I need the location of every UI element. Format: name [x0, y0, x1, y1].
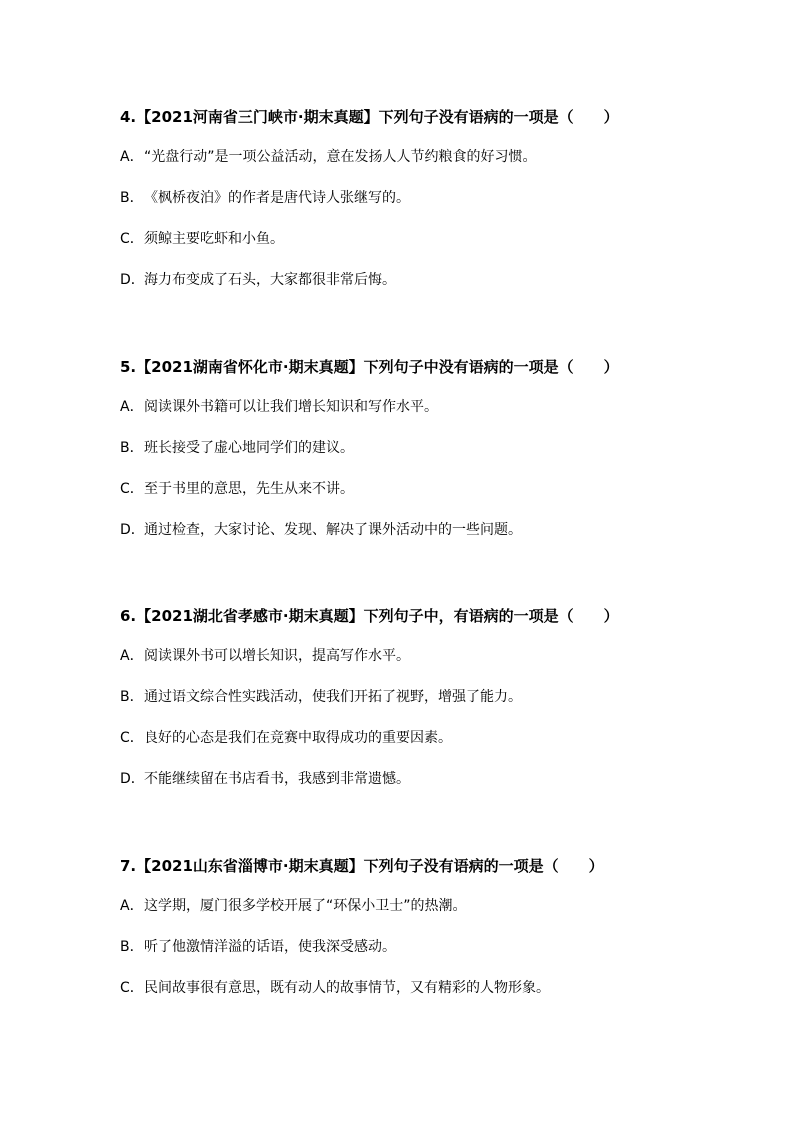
option-text: “光盘行动”是一项公益活动，意在发扬人人节约粮食的好习惯。 — [144, 149, 537, 165]
option-text: 不能继续留在书店看书，我感到非常遗憾。 — [144, 771, 410, 787]
option-letter: A． — [120, 399, 144, 415]
answer-parentheses: （ ） — [543, 857, 604, 875]
option-letter: D． — [120, 771, 145, 787]
question-title-text: 6.【2021湖北省孝感市·期末真题】下列句子中，有语病的一项是 — [120, 607, 559, 625]
option-letter: B． — [120, 689, 144, 705]
option-text: 至于书里的意思，先生从来不讲。 — [144, 481, 354, 497]
option-letter: C． — [120, 730, 144, 746]
question-5 — [120, 357, 740, 540]
answer-parentheses: （ ） — [558, 607, 619, 625]
question-4 — [120, 107, 740, 290]
option-a — [120, 896, 740, 916]
option-text: 良好的心态是我们在竞赛中取得成功的重要因素。 — [144, 730, 452, 746]
question-title — [120, 606, 740, 626]
option-text: 民间故事很有意思，既有动人的故事情节，又有精彩的人物形象。 — [144, 980, 550, 996]
answer-parentheses: （ ） — [558, 108, 619, 126]
option-text: 《枫桥夜泊》的作者是唐代诗人张继写的。 — [144, 190, 410, 206]
question-title-text: 5.【2021湖南省怀化市·期末真题】下列句子中没有语病的一项是 — [120, 358, 559, 376]
option-letter: A． — [120, 648, 144, 664]
option-letter: B． — [120, 440, 144, 456]
option-letter: D． — [120, 272, 145, 288]
option-text: 阅读课外书籍可以让我们增长知识和写作水平。 — [144, 399, 438, 415]
option-letter: D． — [120, 522, 145, 538]
option-text: 海力布变成了石头，大家都很非常后悔。 — [144, 272, 396, 288]
option-d — [120, 769, 740, 789]
option-b — [120, 937, 740, 957]
option-b — [120, 438, 740, 458]
option-letter: C． — [120, 231, 144, 247]
question-title — [120, 856, 740, 876]
option-letter: C． — [120, 481, 144, 497]
option-c — [120, 479, 740, 499]
question-7 — [120, 856, 740, 998]
option-text: 须鲸主要吃虾和小鱼。 — [144, 231, 284, 247]
option-text: 阅读课外书可以增长知识，提高写作水平。 — [144, 648, 410, 664]
question-title — [120, 107, 740, 127]
option-c — [120, 978, 740, 998]
option-letter: A． — [120, 898, 144, 914]
option-c — [120, 728, 740, 748]
option-text: 听了他激情洋溢的话语，使我深受感动。 — [144, 939, 396, 955]
option-b — [120, 188, 740, 208]
option-a — [120, 397, 740, 417]
option-text: 通过检查，大家讨论、发现、解决了课外活动中的一些问题。 — [144, 522, 522, 538]
option-b — [120, 687, 740, 707]
option-c — [120, 229, 740, 249]
option-a — [120, 147, 740, 167]
option-text: 通过语文综合性实践活动，使我们开拓了视野，增强了能力。 — [144, 689, 522, 705]
option-a — [120, 646, 740, 666]
option-d — [120, 520, 740, 540]
option-text: 班长接受了虚心地同学们的建议。 — [144, 440, 354, 456]
option-text: 这学期，厦门很多学校开展了“环保小卫士”的热潮。 — [144, 898, 467, 914]
option-letter: B． — [120, 190, 144, 206]
question-title-text: 4.【2021河南省三门峡市·期末真题】下列句子没有语病的一项是 — [120, 108, 559, 126]
option-letter: B． — [120, 939, 144, 955]
option-letter: C． — [120, 980, 144, 996]
question-6 — [120, 606, 740, 789]
option-letter: A． — [120, 149, 144, 165]
question-title — [120, 357, 740, 377]
option-d — [120, 270, 740, 290]
question-title-text: 7.【2021山东省淄博市·期末真题】下列句子没有语病的一项是 — [120, 857, 544, 875]
answer-parentheses: （ ） — [558, 358, 619, 376]
